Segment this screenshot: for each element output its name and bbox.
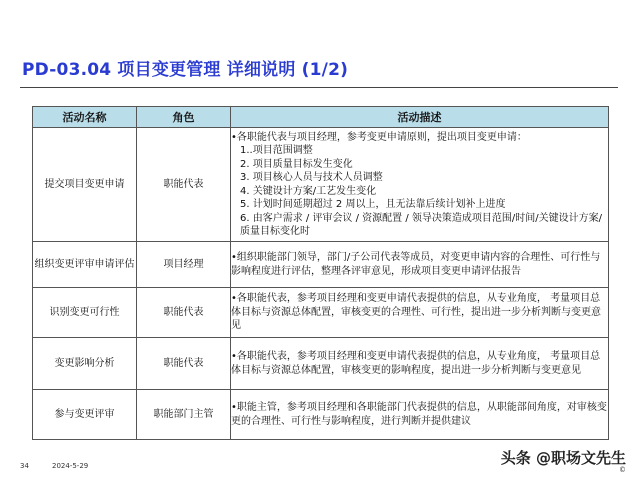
page-number: 34 [20,462,29,470]
description-subitem: 1..项目范围调整 [240,145,313,156]
header-activity-name: 活动名称 [33,107,137,128]
description-bullet: •各职能代表与项目经理，参考变更申请原则，提出项目变更申请： [231,131,527,143]
header-activity-description: 活动描述 [231,107,609,128]
watermark: 头条 @职场文先生 [500,449,626,467]
title-divider [20,87,618,88]
role-cell: 职能代表 [137,288,231,338]
page-title: PD-03.04 项目变更管理 详细说明 (1/2) [22,60,349,80]
description-cell [231,242,609,288]
description-cell [231,338,609,390]
description-text: 各职能代表与项目经理，参考变更申请原则，提出项目变更申请： [236,131,527,143]
copyright-mark: © [619,466,626,474]
description-text: 职能主管，参考项目经理和各职能部门代表提供的信息，从职能部间角度，对审核变更的合理性、可行性与影响程度，进行判断并提供建议 [231,402,607,427]
description-bullet: •职能主管，参考项目经理和各职能部门代表提供的信息，从职能部间角度，对审核变更的合理性、可行性与影响程度，进行判断并提供建议 [231,402,607,427]
activity-name-cell: 参与变更评审 [33,390,137,440]
description-text: 组织职能部门领导，部门/子公司代表等成员，对变更申请内容的合理性、可行性与影响程度进行评估，整理各评审意见，形成项目变更申请评估报告 [231,252,601,277]
description-subitem: 3. 项目核心人员与技术人员调整 [240,172,383,183]
description-subitem: 2. 项目质量目标发生变化 [240,158,353,170]
role-cell: 职能代表 [137,338,231,390]
activity-name-cell: 提交项目变更申请 [33,128,137,242]
description-subitem: 5. 计划时间延期超过 2 周以上，且无法靠后续计划补上进度 [240,199,506,210]
role-cell: 职能代表 [137,128,231,242]
table-row [33,338,609,390]
description-cell [231,390,609,440]
table-row [33,390,609,440]
table-row [33,288,609,338]
activity-table [32,106,609,440]
table-header-row [33,107,609,128]
description-bullet: •各职能代表，参考项目经理和变更申请代表提供的信息，从专业角度， 考量项目总体目标与资源总体配置，审核变更的影响程度，提出进一步分析判断与变更意见 [231,351,601,376]
role-cell: 项目经理 [137,242,231,288]
table-row [33,128,609,242]
activity-name-cell: 组织变更评审申请评估 [33,242,137,288]
description-cell [231,128,609,242]
description-cell [231,288,609,338]
role-cell: 职能部门主管 [137,390,231,440]
description-bullet: •组织职能部门领导，部门/子公司代表等成员，对变更申请内容的合理性、可行性与影响程度进行评估，整理各评审意见，形成项目变更申请评估报告 [231,252,601,277]
description-bullet: •各职能代表，参考项目经理和变更申请代表提供的信息，从专业角度， 考量项目总体目标与资源总体配置，审核变更的合理性、可行性，提出进一步分析判断与变更意见 [231,293,601,332]
description-subitem: 6. 由客户需求 / 评审会议 / 资源配置 / 领导决策造成项目范围/时间/关键设计方案/质量目标变化时 [240,212,603,237]
footer-date: 2024-5-29 [52,462,89,470]
description-text: 各职能代表，参考项目经理和变更申请代表提供的信息，从专业角度， 考量项目总体目标与资源总体配置，审核变更的影响程度，提出进一步分析判断与变更意见 [231,351,601,376]
activity-name-cell: 变更影响分析 [33,338,137,390]
activity-name-cell: 识别变更可行性 [33,288,137,338]
table-row [33,242,609,288]
header-role: 角色 [137,107,231,128]
description-subitem: 4. 关键设计方案/工艺发生变化 [240,185,377,197]
description-text: 各职能代表，参考项目经理和变更申请代表提供的信息，从专业角度， 考量项目总体目标与资源总体配置，审核变更的合理性、可行性，提出进一步分析判断与变更意见 [231,293,601,332]
